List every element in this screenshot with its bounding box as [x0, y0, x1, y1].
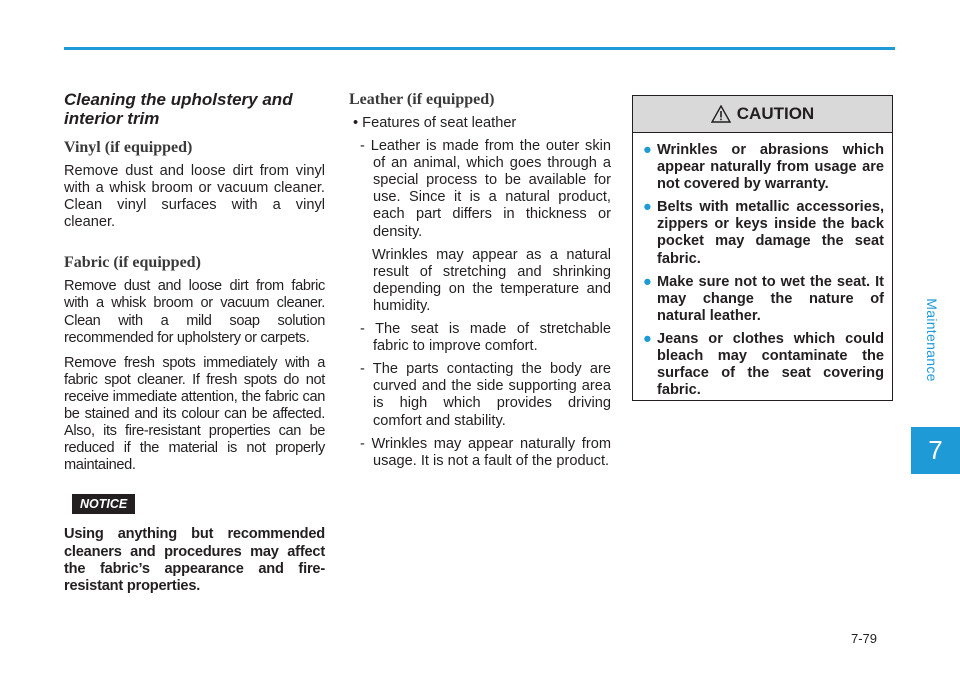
caution-item: ● Jeans or clothes which could bleach may contaminate the surface of the seat covering fabric.	[643, 330, 884, 399]
bullet-dot-icon: ●	[643, 199, 652, 216]
warning-triangle-icon	[711, 105, 731, 123]
leather-item-3: - The parts contacting the body are curved and the side supporting area is high which provides driving comfort and stability.	[360, 361, 611, 429]
page-number: 7-79	[851, 631, 878, 646]
caution-title: CAUTION	[736, 104, 815, 123]
notice-badge: NOTICE	[72, 494, 135, 514]
caution-item: ● Wrinkles or abrasions which appear naturally from usage are not covered by warranty.	[643, 142, 884, 193]
chapter-number-tab: 7	[911, 427, 960, 474]
fabric-text-2: Remove fresh spots immediately with a fabric spot cleaner. If fresh spots do not receive immediate attention, the fabric can be stained and its colour can be affected. Also, its fire-resistant properties can be reduced if the material is not properly maintained.	[64, 354, 325, 474]
vinyl-text: Remove dust and loose dirt from vinyl with a whisk broom or vacuum cleaner. Clean vinyl surfaces with a vinyl cleaner.	[64, 163, 325, 231]
upholstery-column	[64, 90, 325, 603]
bullet-dot-icon: ●	[643, 273, 652, 290]
header-rule	[64, 47, 895, 50]
caution-header	[633, 96, 892, 133]
caution-list	[643, 142, 884, 399]
upholstery-title: Cleaning the upholstery and interior trim	[64, 90, 293, 128]
leather-item-1-extra: Wrinkles may appear as a natural result of stretching and shrinking depending on the temperature and humidity.	[372, 246, 611, 314]
fabric-text-1: Remove dust and loose dirt from fabric with a whisk broom or vacuum cleaner. Clean with a mild soap solution recommended for upholstery or carpets.	[64, 278, 325, 346]
caution-item: ● Belts with metallic accessories, zippers or keys inside the back pocket may damage the seat fabric.	[643, 199, 884, 267]
leather-item-2: - The seat is made of stretchable fabric to improve comfort.	[360, 321, 611, 355]
bullet-dot-icon: ●	[643, 330, 652, 347]
leather-bullet: • Features of seat leather	[353, 115, 517, 131]
notice-text: Using anything but recommended cleaners and procedures may affect the fabric’s appearance and fire-resistant properties.	[64, 526, 325, 594]
vinyl-heading: Vinyl (if equipped)	[64, 139, 193, 156]
fabric-heading: Fabric (if equipped)	[64, 254, 201, 272]
leather-item-4: - Wrinkles may appear naturally from usage. It is not a fault of the product.	[360, 435, 611, 469]
leather-item-1: - Leather is made from the outer skin of an animal, which goes through a special process to be available for use. Since it is a natural product, each part differs in thickness or density.	[360, 138, 611, 240]
caution-item: ● Make sure not to wet the seat. It may change the nature of natural leather.	[643, 273, 884, 324]
caution-box	[632, 95, 893, 401]
bullet-dot-icon: ●	[643, 142, 652, 158]
leather-heading: Leather (if equipped)	[349, 91, 495, 108]
leather-column	[349, 90, 611, 476]
